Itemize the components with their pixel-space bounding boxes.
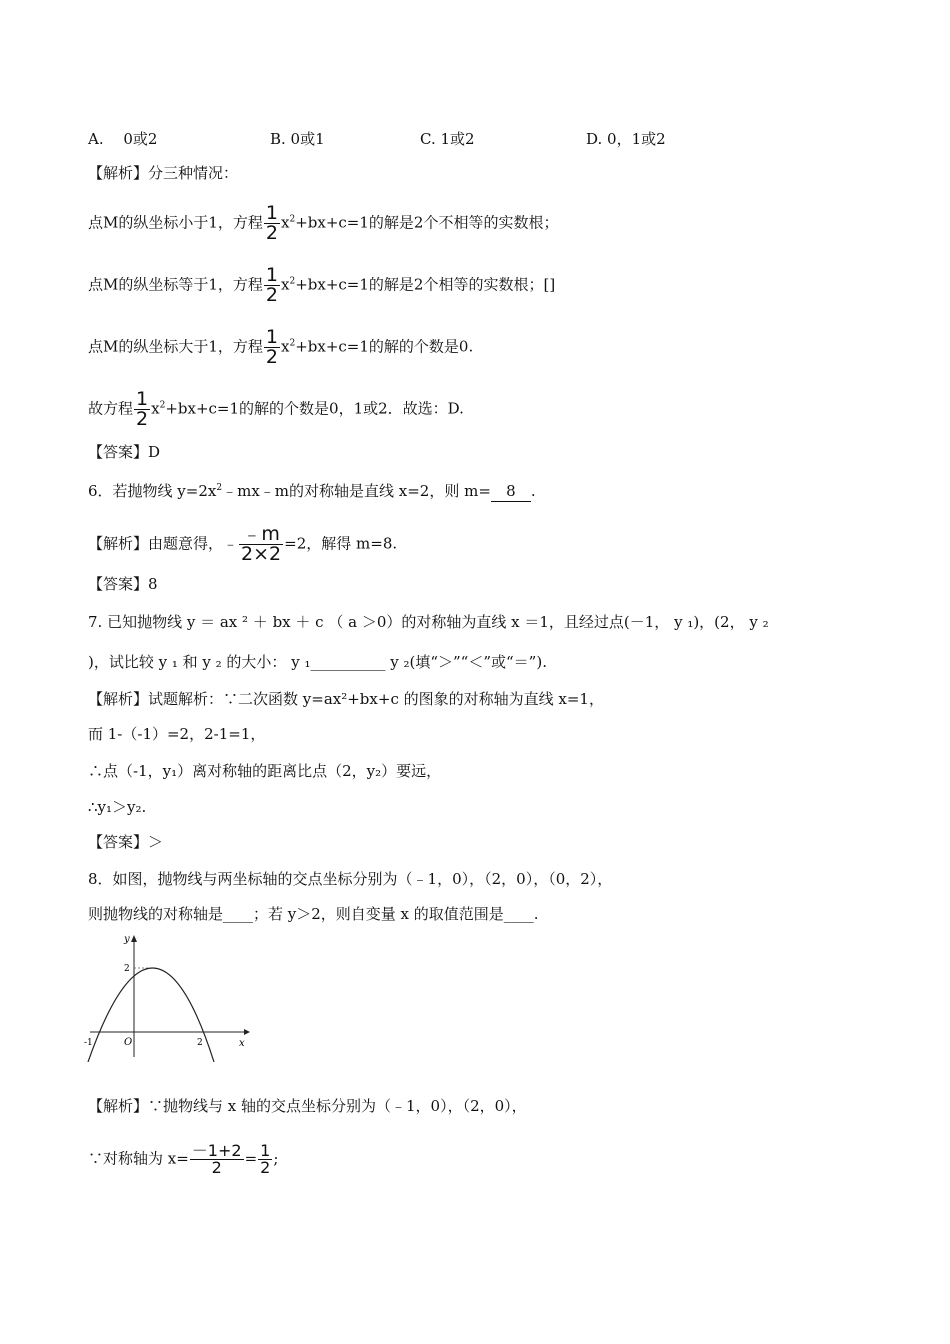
q5-case-3: 点M的纵坐标大于1，方程 $\frac{1}{2}$ $x^2+bx+c=1$的解的个数是0. bbox=[88, 326, 474, 368]
option-b: B. 0或1 bbox=[270, 130, 325, 148]
fraction-axis: $\frac{-1+2}{2}$ bbox=[191, 1141, 242, 1177]
q7-stem-line1: 7. 已知抛物线 y ＝ ax ² ＋ bx ＋ c （ a ＞0）的对称轴为直线 x ＝1，且经过点(－1， y ₁)，(2， y ₂ bbox=[88, 613, 769, 631]
q5-case-2: 点M的纵坐标等于1，方程 $\frac{1}{2}$ $x^2+bx+c=1$的解是2个相等的实数根；[] bbox=[88, 264, 556, 306]
q5-analysis-intro: 【解析】分三种情况： bbox=[88, 164, 239, 182]
q6-analysis: 【解析】由题意得，﹣ $\frac{﹣m}{2\times 2}$ =2，解得 m=8. bbox=[88, 523, 398, 565]
parabola-curve bbox=[88, 968, 214, 1062]
origin-label: O bbox=[124, 1037, 133, 1048]
q6-stem: 6．若抛物线 $y=2x^2﹣mx﹣m$的对称轴是直线 x=2，则 m= 8 . bbox=[88, 482, 536, 500]
q6-answer-blank: 8 bbox=[491, 481, 531, 502]
y-axis-arrow bbox=[131, 935, 137, 942]
answer-label: 【答案】 bbox=[88, 575, 149, 593]
q7-analysis: 【解析】试题解析：∵二次函数 y=ax²+bx+c 的图象的对称轴为直线 x=1， bbox=[88, 690, 604, 708]
q8-axis-line: ∵对称轴为 x= $\frac{-1+2}{2}$ = $\frac{1}{2}$ ; bbox=[88, 1141, 279, 1177]
analysis-label: 【解析】 bbox=[88, 1097, 149, 1115]
q6-answer: 【答案】8 bbox=[88, 575, 158, 593]
q7-analysis-line2: 而 1-（-1）=2，2-1=1， bbox=[88, 725, 266, 743]
tick-label-x2: 2 bbox=[197, 1038, 203, 1048]
fraction-half: $\frac{1}{2}$ bbox=[260, 1141, 271, 1177]
analysis-label: 【解析】 bbox=[88, 690, 149, 708]
tick-label-y2: 2 bbox=[124, 964, 130, 974]
option-d: D. 0，1或2 bbox=[586, 130, 666, 148]
y-axis-label: y bbox=[124, 934, 130, 945]
q7-analysis-line3: ∴点（-1，y₁）离对称轴的距离比点（2，y₂）要远， bbox=[88, 762, 442, 780]
fraction-half: $\frac{1}{2}$ bbox=[265, 202, 278, 244]
tick-label-neg1: -1 bbox=[84, 1038, 93, 1048]
q5-answer: 【答案】D bbox=[88, 443, 161, 461]
x-axis-label: x bbox=[239, 1038, 245, 1049]
q5-case-1: 点M的纵坐标小于1，方程 $\frac{1}{2}$ $x^2+bx+c=1$的解是2个不相等的实数根； bbox=[88, 202, 559, 244]
q8-stem-line1: 8．如图，抛物线与两坐标轴的交点坐标分别为（﹣1，0），（2，0），（0，2）， bbox=[88, 870, 613, 888]
q7-stem-line2: )，试比较 y ₁ 和 y ₂ 的大小： y ₁__________ y ₂(填“＞”“＜”或“＝”). bbox=[88, 653, 547, 671]
fraction-m-over-2x2: $\frac{﹣m}{2\times 2}$ bbox=[241, 523, 282, 565]
option-c: C. 1或2 bbox=[420, 130, 475, 148]
analysis-label: 【解析】 bbox=[88, 534, 149, 553]
parabola-graph bbox=[84, 932, 254, 1062]
option-a: A. 0或2 bbox=[88, 130, 158, 148]
q7-answer: 【答案】＞ bbox=[88, 833, 164, 851]
fraction-half: $\frac{1}{2}$ bbox=[136, 388, 149, 430]
answer-label: 【答案】 bbox=[88, 833, 149, 851]
x-axis-arrow bbox=[244, 1029, 250, 1035]
q7-analysis-line4: ∴y₁＞y₂. bbox=[88, 798, 147, 816]
q8-stem-line2: 则抛物线的对称轴是____；若 y＞2，则自变量 x 的取值范围是____. bbox=[88, 905, 539, 923]
answer-label: 【答案】 bbox=[88, 443, 149, 461]
q5-conclusion: 故方程 $\frac{1}{2}$ $x^2+bx+c=1$的解的个数是0，1或2．故选：D. bbox=[88, 388, 464, 430]
analysis-label: 【解析】 bbox=[88, 164, 149, 182]
fraction-half: $\frac{1}{2}$ bbox=[265, 264, 278, 306]
q8-analysis: 【解析】∵抛物线与 x 轴的交点坐标分别为（﹣1，0），（2，0）， bbox=[88, 1097, 527, 1115]
fraction-half: $\frac{1}{2}$ bbox=[265, 326, 278, 368]
